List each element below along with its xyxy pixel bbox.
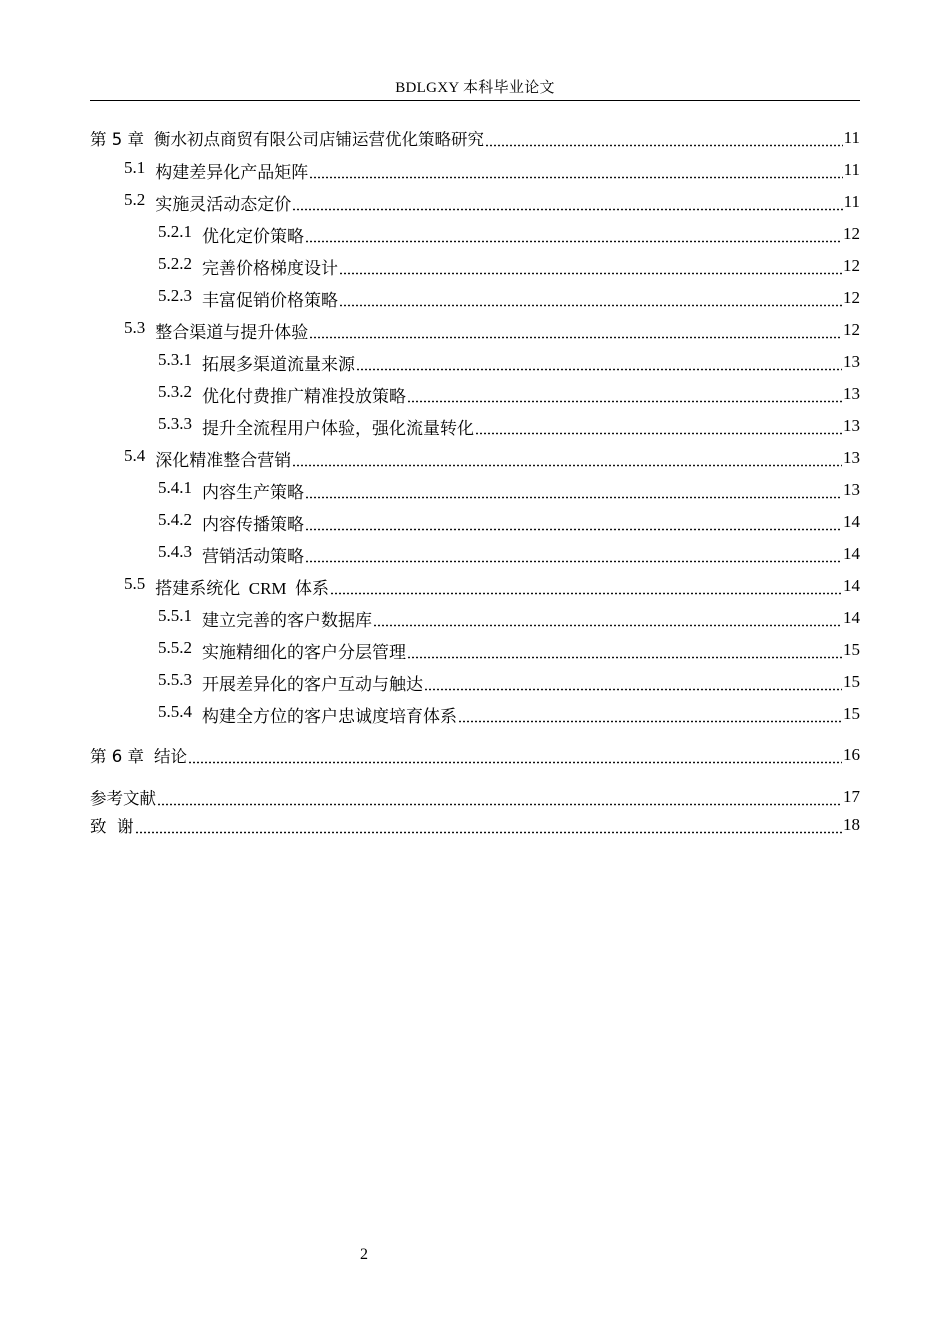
- toc-entry[interactable]: [90, 378, 860, 410]
- toc-entry-number: 5.2.1: [158, 221, 192, 241]
- toc-entry-page: 18: [843, 815, 860, 834]
- toc-entry-page: 11: [843, 160, 860, 179]
- toc-entry-label: [158, 606, 372, 631]
- toc-entry-page: 13: [843, 480, 860, 499]
- toc-entry-label: [124, 446, 291, 471]
- toc-entry[interactable]: [90, 506, 860, 538]
- toc-entry-label: [158, 254, 338, 279]
- toc-entry-label: [158, 510, 304, 535]
- toc-entry-page: 15: [843, 704, 860, 723]
- toc-entry-title: 丰富促销价格策略: [202, 290, 338, 310]
- toc-entry-number: 5.5.1: [158, 605, 192, 625]
- toc-entry-title: 搭建系统化 CRM 体系: [155, 578, 330, 598]
- toc-entry-number: 5.2.3: [158, 285, 192, 305]
- toc-leader-dots: [373, 607, 842, 629]
- toc-entry-label: [90, 813, 134, 837]
- toc-entry-title: 实施灵活动态定价: [155, 194, 292, 214]
- toc-leader-dots: [407, 383, 842, 405]
- toc-leader-dots: [485, 127, 843, 149]
- toc-entry-label: [158, 638, 406, 663]
- toc-leader-dots: [292, 447, 842, 469]
- toc-entry-title: 结论: [154, 747, 187, 766]
- toc-entry[interactable]: [90, 122, 860, 154]
- toc-entry-label: [158, 286, 338, 311]
- toc-entry-page: 14: [843, 576, 860, 595]
- toc-entry-title: 提升全流程用户体验，强化流量转化: [202, 418, 474, 438]
- toc-entry-label: [158, 382, 406, 407]
- toc-leader-dots: [188, 744, 842, 766]
- toc-entry-page: 12: [843, 320, 860, 339]
- toc-leader-dots: [305, 223, 842, 245]
- toc-entry-label: [158, 414, 474, 439]
- toc-entry-page: 15: [843, 672, 860, 691]
- toc-entry[interactable]: [90, 346, 860, 378]
- toc-entry-number: 5.3: [124, 317, 146, 337]
- page-number: 2: [360, 1246, 368, 1263]
- toc-leader-dots: [330, 575, 842, 597]
- toc-entry-page: 17: [843, 787, 860, 806]
- toc-entry-number: 5.4: [124, 445, 146, 465]
- toc-leader-dots: [407, 639, 842, 661]
- page-header: BDLGXY 本科毕业论文: [395, 80, 555, 96]
- toc-leader-dots: [309, 159, 842, 181]
- toc-entry-page: 12: [843, 288, 860, 307]
- toc-entry-number: 5.2: [124, 189, 146, 209]
- toc-entry-label: [124, 190, 291, 215]
- toc-entry-label: [124, 318, 308, 343]
- toc-entry-label: [158, 478, 304, 503]
- toc-entry-page: 11: [843, 192, 860, 211]
- toc-entry[interactable]: [90, 186, 860, 218]
- header-rule: [90, 100, 860, 101]
- toc-entry-page: 13: [843, 384, 860, 403]
- toc-leader-dots: [458, 703, 842, 725]
- toc-leader-dots: [157, 786, 842, 808]
- toc-entry[interactable]: [90, 602, 860, 634]
- toc-entry-number: 5.3.2: [158, 381, 192, 401]
- toc-entry-page: 12: [843, 224, 860, 243]
- toc-entry[interactable]: [90, 739, 860, 771]
- toc-entry-title: 构建全方位的客户忠诚度培育体系: [202, 706, 457, 726]
- toc-entry-number: 第 6 章: [90, 747, 144, 766]
- toc-entry-label: [158, 350, 355, 375]
- toc-leader-dots: [305, 511, 842, 533]
- toc-entry-title: 衡水初点商贸有限公司店铺运营优化策略研究: [154, 130, 484, 149]
- toc-entry-number: 5.4.3: [158, 541, 192, 561]
- toc-entry-page: 14: [843, 608, 860, 627]
- toc-entry-title: 优化付费推广精准投放策略: [202, 386, 406, 406]
- toc-entry-title: 深化精准整合营销: [155, 450, 292, 470]
- toc-leader-dots: [339, 255, 842, 277]
- toc-entry-label: [124, 574, 329, 599]
- toc-entry-number: 5.5.2: [158, 637, 192, 657]
- toc-entry-title: 营销活动策略: [202, 546, 304, 566]
- toc-entry-title: 完善价格梯度设计: [202, 258, 338, 278]
- toc-entry-title: 拓展多渠道流量来源: [202, 354, 355, 374]
- toc-entry-title: 构建差异化产品矩阵: [155, 162, 309, 182]
- toc-entry[interactable]: [90, 154, 860, 186]
- toc-entry[interactable]: [90, 442, 860, 474]
- toc-entry-title: 内容传播策略: [202, 514, 304, 534]
- toc-entry-page: 12: [843, 256, 860, 275]
- toc-entry-number: 5.5.4: [158, 701, 192, 721]
- toc-entry-label: [90, 785, 156, 809]
- toc-entry-title: 整合渠道与提升体验: [155, 322, 309, 342]
- toc-leader-dots: [424, 671, 842, 693]
- toc-entry[interactable]: [90, 570, 860, 602]
- toc-leader-dots: [339, 287, 842, 309]
- toc-entry-label: [90, 743, 187, 767]
- toc-entry-number: 5.4.1: [158, 477, 192, 497]
- toc-entry-label: [158, 542, 304, 567]
- toc-entry-page: 11: [843, 128, 860, 147]
- toc-entry[interactable]: [90, 474, 860, 506]
- toc-entry-label: [90, 126, 484, 150]
- toc-entry-title: 开展差异化的客户互动与触达: [202, 674, 423, 694]
- toc-entry-number: 5.1: [124, 157, 146, 177]
- toc-entry-number: 5.3.1: [158, 349, 192, 369]
- toc-entry[interactable]: [90, 410, 860, 442]
- toc-entry-title: 内容生产策略: [202, 482, 304, 502]
- toc-entry-title: 建立完善的客户数据库: [202, 610, 372, 630]
- toc-entry-number: 5.2.2: [158, 253, 192, 273]
- toc-entry-label: [158, 670, 423, 695]
- toc-leader-dots: [356, 351, 842, 373]
- toc-leader-dots: [475, 415, 842, 437]
- toc-entry-title: 实施精细化的客户分层管理: [202, 642, 406, 662]
- toc-entry[interactable]: [90, 218, 860, 250]
- toc-entry-page: 14: [843, 544, 860, 563]
- toc-entry-page: 16: [843, 745, 860, 764]
- toc-entry-title: 致 谢: [90, 817, 134, 836]
- toc-entry-number: 第 5 章: [90, 130, 144, 149]
- toc-entry-label: [124, 158, 308, 183]
- toc-entry-page: 14: [843, 512, 860, 531]
- toc-entry-number: 5.5.3: [158, 669, 192, 689]
- toc-entry[interactable]: [90, 282, 860, 314]
- toc-entry-label: [158, 222, 304, 247]
- toc-entry-number: 5.4.2: [158, 509, 192, 529]
- toc-leader-dots: [309, 319, 842, 341]
- toc-entry-page: 13: [843, 352, 860, 371]
- toc-entry[interactable]: [90, 538, 860, 570]
- toc-entry-label: [158, 702, 457, 727]
- toc-leader-dots: [305, 479, 842, 501]
- toc-entry[interactable]: [90, 314, 860, 346]
- toc-entry[interactable]: [90, 666, 860, 698]
- toc-entry[interactable]: [90, 698, 860, 730]
- toc-entry-page: 13: [843, 448, 860, 467]
- toc-entry-number: 5.3.3: [158, 413, 192, 433]
- toc-entry-page: 15: [843, 640, 860, 659]
- toc-entry[interactable]: [90, 634, 860, 666]
- toc-leader-dots: [135, 814, 843, 836]
- toc-leader-dots: [305, 543, 842, 565]
- toc-entry-title: 参考文献: [90, 789, 156, 808]
- toc-entry-page: 13: [843, 416, 860, 435]
- toc-entry[interactable]: [90, 250, 860, 282]
- toc-entry-number: 5.5: [124, 573, 146, 593]
- toc-entry[interactable]: [90, 809, 860, 841]
- toc-leader-dots: [292, 191, 842, 213]
- toc-entry-title: 优化定价策略: [202, 226, 304, 246]
